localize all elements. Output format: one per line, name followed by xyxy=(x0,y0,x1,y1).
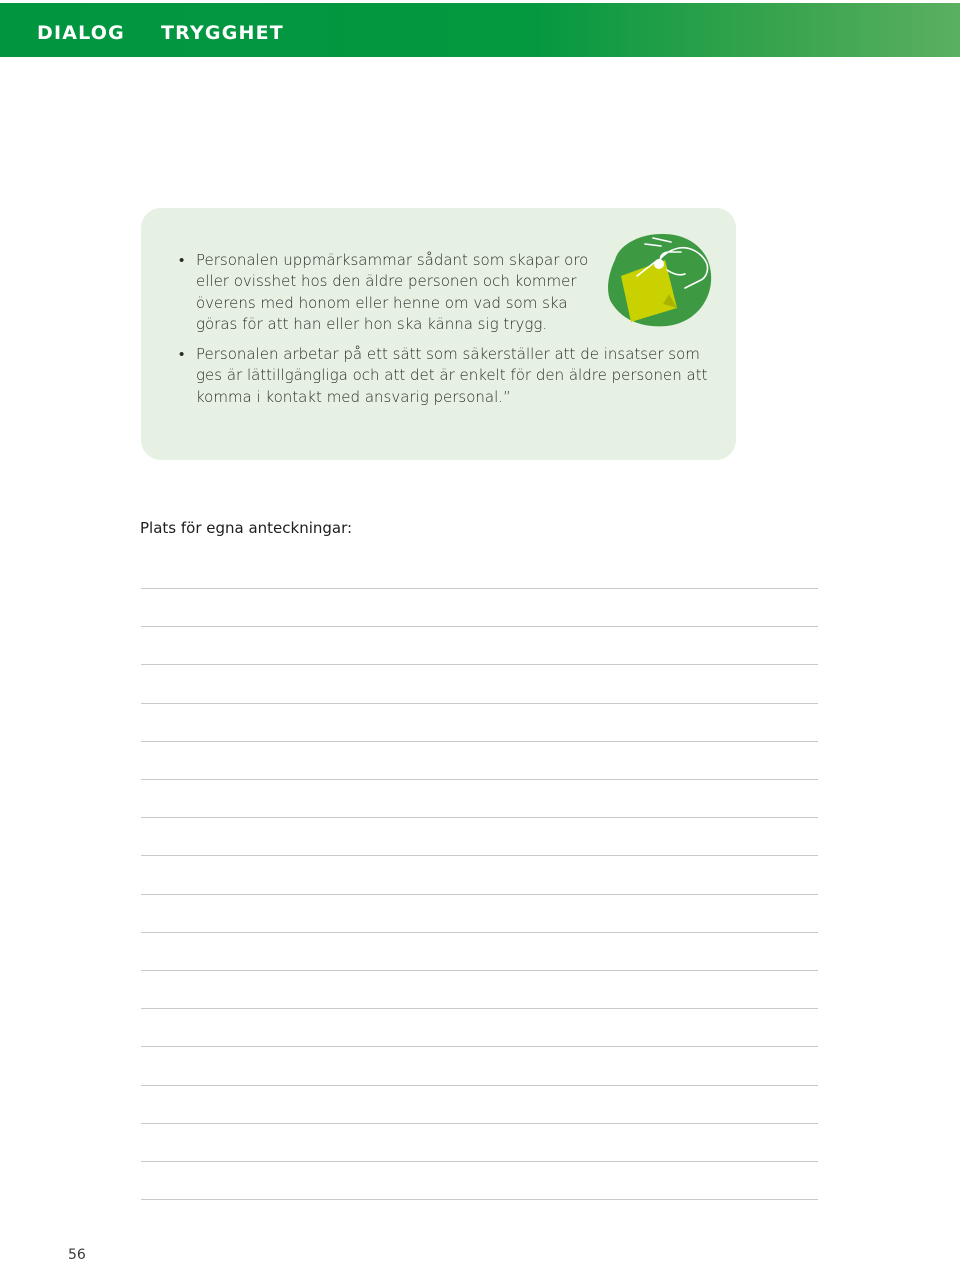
note-line xyxy=(141,1123,818,1124)
section-title: DIALOG xyxy=(37,22,125,44)
notes-writing-area xyxy=(141,588,818,1208)
notes-label: Plats för egna anteckningar: xyxy=(140,519,353,537)
pin-shape xyxy=(654,259,664,269)
page-number: 56 xyxy=(68,1247,86,1263)
note-line xyxy=(141,703,818,704)
bullet-text: Personalen arbetar på ett sätt som säkerställer att de insatser som ges är lättillgängliga och att det är enkelt för den äldre personen att komma i kontakt med ansvarig personal.” xyxy=(196,345,708,406)
info-box xyxy=(141,208,736,460)
note-line xyxy=(141,1085,818,1086)
note-line xyxy=(141,1046,818,1047)
note-line xyxy=(141,1199,818,1200)
hand-holding-note-icon xyxy=(601,230,721,330)
bullet-item xyxy=(177,250,596,335)
note-line xyxy=(141,779,818,780)
note-line xyxy=(141,1008,818,1009)
bullet-text: Personalen uppmärksammar sådant som skapar oro eller ovisshet hos den äldre personen och kommer överens med honom eller henne om vad som ska göras för att han eller hon ska känna sig trygg. xyxy=(196,251,589,333)
note-line xyxy=(141,970,818,971)
note-line xyxy=(141,894,818,895)
bullet-dot-icon: • xyxy=(179,345,185,363)
note-line xyxy=(141,932,818,933)
header-band xyxy=(0,3,960,57)
note-line xyxy=(141,664,818,665)
note-line xyxy=(141,741,818,742)
topic-title: TRYGGHET xyxy=(161,22,284,44)
note-line xyxy=(141,855,818,856)
bullet-dot-icon: • xyxy=(179,251,185,269)
note-line xyxy=(141,817,818,818)
note-line xyxy=(141,626,818,627)
note-line xyxy=(141,588,818,589)
bullet-item xyxy=(177,344,716,408)
note-line xyxy=(141,1161,818,1162)
